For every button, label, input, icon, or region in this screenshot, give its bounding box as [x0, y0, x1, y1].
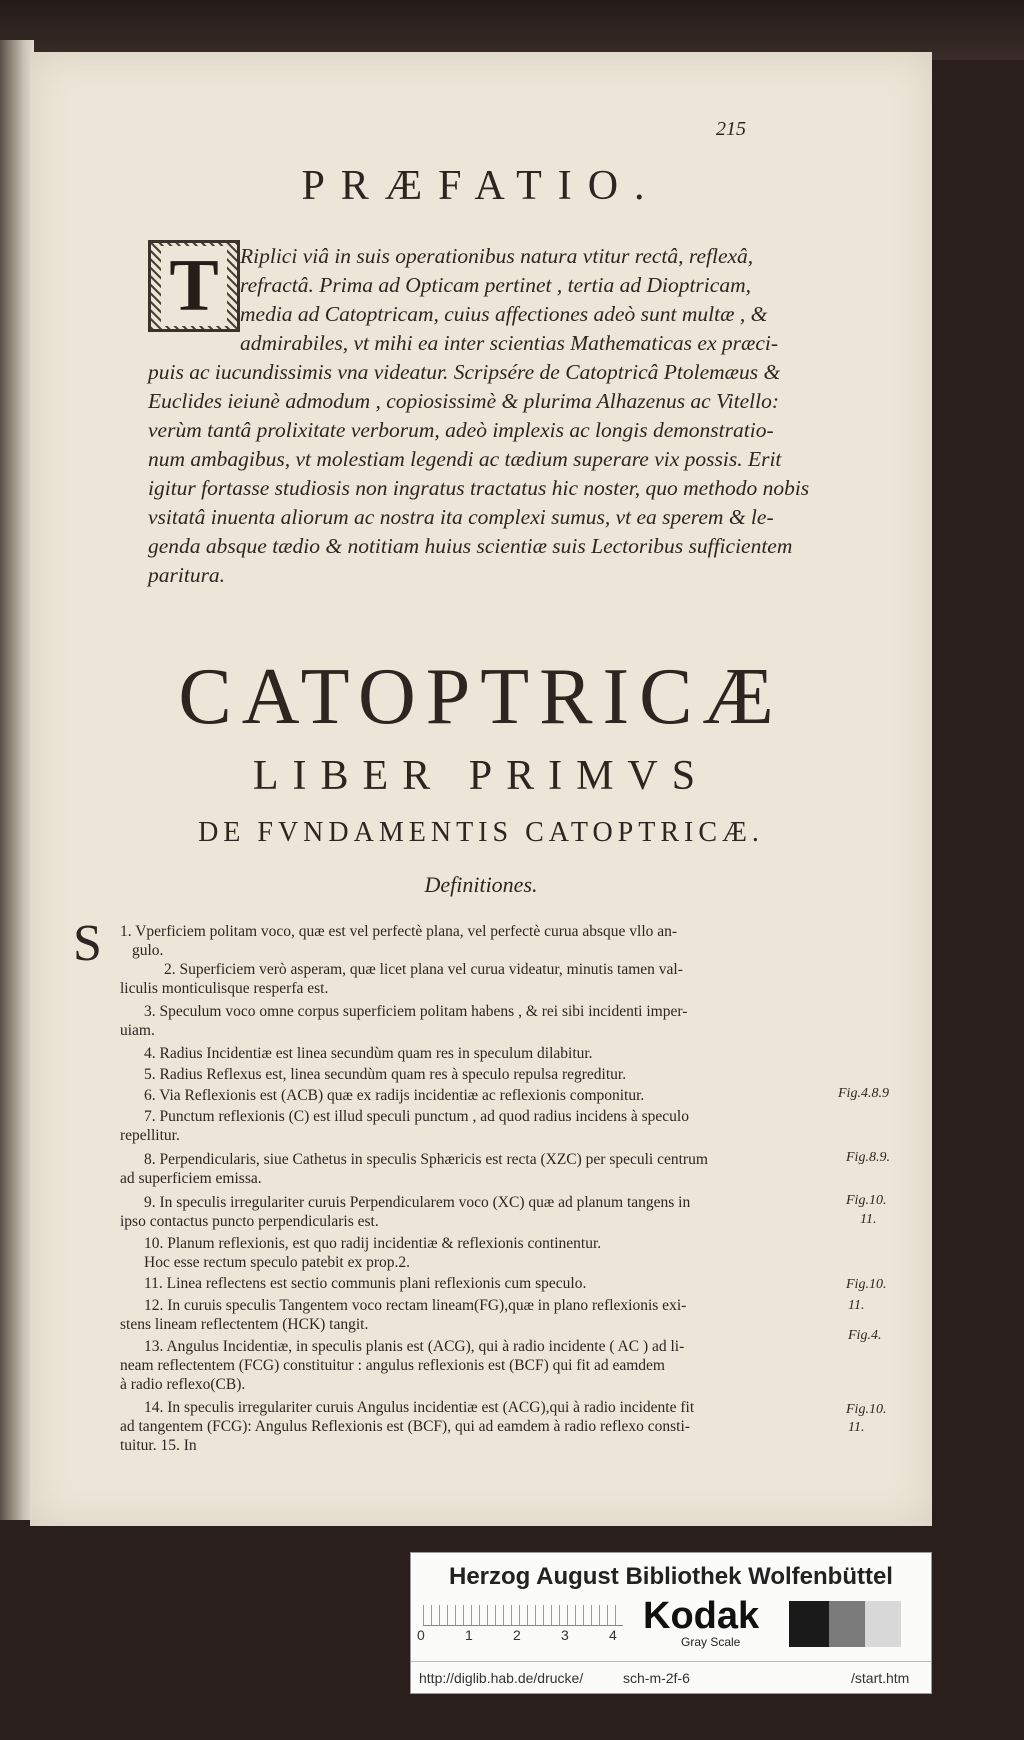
page-number: 215 — [716, 118, 746, 140]
definition-line: ad superficiem emissa. — [120, 1170, 262, 1187]
section-title: DE FVNDAMENTIS CATOPTRICÆ. — [198, 817, 764, 848]
definitions-heading: Definitiones. — [424, 872, 538, 897]
definition-line: 12. In curuis speculis Tangentem voco rectam lineam(FG),quæ in plano reflexionis exi- — [144, 1297, 687, 1314]
ruler-number: 1 — [465, 1627, 473, 1643]
drop-cap: S — [73, 915, 102, 972]
margin-note: Fig.4. — [848, 1328, 882, 1343]
margin-note: Fig.10. — [846, 1402, 887, 1417]
definition-line: uiam. — [120, 1022, 155, 1039]
gray-swatch-light — [865, 1601, 901, 1647]
preface-line: Riplici viâ in suis operationibus natura vtitur rectâ, reflexâ, — [240, 244, 754, 268]
ruler-number: 3 — [561, 1627, 569, 1643]
definition-line: 10. Planum reflexionis, est quo radij incidentiæ & reflexionis continentur. — [144, 1235, 602, 1252]
definition-line: 7. Punctum reflexionis (C) est illud speculi punctum , ad quod radius incidens à speculo — [144, 1108, 689, 1125]
preface-line: genda absque tædio & notitiam huius scientiæ suis Lectoribus sufficientem — [148, 534, 793, 558]
definition-line: 2. Superficiem verò asperam, quæ licet plana vel curua videatur, minutis tamen val- — [164, 961, 683, 978]
definition-line: 5. Radius Reflexus est, linea secundùm quam res à speculo repulsa regreditur. — [144, 1066, 627, 1083]
preface-line: media ad Catoptricam, cuius affectiones adeò sunt multæ , & — [240, 302, 768, 326]
definition-line: 8. Perpendicularis, siue Cathetus in speculis Sphæricis est recta (XZC) per speculi centrum — [144, 1151, 708, 1168]
definition-line: à radio reflexo(CB). — [120, 1376, 246, 1393]
definition-line: 1. Vperficiem politam voco, quæ est vel perfectè plana, vel perfectè curua absque vllo an- — [120, 923, 678, 940]
definition-line: gulo. — [132, 942, 164, 959]
ruler-number: 2 — [513, 1627, 521, 1643]
margin-note: Fig.10. — [846, 1277, 887, 1292]
margin-note: Fig.4.8.9 — [838, 1086, 889, 1101]
initial-letter: T — [161, 246, 226, 326]
preface-line: refractâ. Prima ad Opticam pertinet , tertia ad Dioptricam, — [240, 273, 751, 297]
definition-line: 3. Speculum voco omne corpus superficiem politam habens , & rei sibi incidenti imper- — [144, 1003, 688, 1020]
preface-line: admirabiles, vt mihi ea inter scientias Mathematicas ex præci- — [240, 331, 779, 355]
dark-background-top — [0, 0, 1024, 60]
definition-line: liculis monticulisque resperfa est. — [120, 980, 329, 997]
start-page: /start.htm — [851, 1670, 910, 1686]
ruler-number: 4 — [609, 1627, 617, 1643]
definition-line: 6. Via Reflexionis est (ACB) quæ ex radijs incidentiæ ac reflexionis componitur. — [144, 1087, 645, 1104]
preface-line: verùm tantâ prolixitate verborum, adeò implexis ac longis demonstratio- — [148, 418, 774, 442]
preface-heading: PRÆFATIO. — [301, 163, 661, 209]
definition-line: 9. In speculis irregulariter curuis Perpendicularem voco (XC) quæ ad planum tangens in — [144, 1194, 691, 1211]
margin-note: Fig.8.9. — [846, 1150, 890, 1165]
preface-line: Euclides ieiunè admodum , copiosissimè & plurima Alhazenus ac Vitello: — [148, 389, 779, 413]
preface-line: paritura. — [148, 563, 226, 587]
book-title: CATOPTRICÆ — [178, 653, 784, 741]
margin-note: 11. — [860, 1212, 877, 1227]
definition-line: ad tangentem (FCG): Angulus Reflexionis est (BCF), qui ad eamdem à radio reflexo consti- — [120, 1418, 690, 1435]
previous-page-edge — [0, 40, 34, 1520]
definition-line: Hoc esse rectum speculo patebit ex prop.2. — [144, 1254, 410, 1271]
book-subtitle: LIBER PRIMVS — [252, 753, 710, 799]
margin-note: Fig.10. — [846, 1193, 887, 1208]
definition-line: 11. Linea reflectens est sectio communis plani reflexionis cum speculo. — [144, 1275, 587, 1292]
ruler-numbers — [417, 1627, 657, 1643]
definition-line: ipso contactus puncto perpendicularis est. — [120, 1213, 379, 1230]
shelfmark: sch-m-2f-6 — [623, 1670, 690, 1686]
definition-line: 4. Radius Incidentiæ est linea secundùm quam res in speculum dilabitur. — [144, 1045, 593, 1062]
definition-line: 14. In speculis irregulariter curuis Angulus incidentiæ est (ACG),qui à radio incidente fit — [144, 1399, 695, 1416]
definition-line: 13. Angulus Incidentiæ, in speculis planis est (ACG), qui à radio incidente ( AC ) ad li- — [144, 1338, 685, 1355]
definition-line: tuitur. 15. In — [120, 1437, 197, 1454]
book-page — [30, 52, 932, 1526]
library-label-card — [410, 1552, 932, 1694]
url-row — [411, 1661, 931, 1694]
margin-note: 11. — [848, 1298, 865, 1313]
preface-line: puis ac iucundissimis vna videatur. Scripsére de Catoptricâ Ptolemæus & — [148, 360, 781, 384]
gray-swatch-mid — [829, 1601, 865, 1647]
definition-line: repellitur. — [120, 1127, 180, 1144]
library-name: Herzog August Bibliothek Wolfenbüttel — [449, 1563, 893, 1590]
kodak-logo: Kodak — [643, 1595, 760, 1637]
ruler-number: 0 — [417, 1627, 425, 1643]
preface-line: vsitatâ inuenta aliorum ac nostra ita complexi sumus, vt ea sperem & le- — [148, 505, 774, 529]
gray-scale-label: Gray Scale — [681, 1635, 741, 1649]
decorated-initial — [148, 240, 240, 332]
scale-ruler — [423, 1605, 623, 1626]
digital-library-url: http://diglib.hab.de/drucke/ — [419, 1670, 584, 1686]
preface-line: igitur fortasse studiosis non ingratus tractatus hic noster, quo methodo nobis — [148, 476, 810, 500]
margin-note: 11. — [848, 1420, 865, 1435]
definition-line: stens lineam reflectentem (HCK) tangit. — [120, 1316, 369, 1333]
gray-swatch-black — [789, 1601, 829, 1647]
definition-line: neam reflectentem (FCG) constituitur : angulus reflexionis est (BCF) qui fit ad eamdem — [120, 1357, 665, 1374]
preface-line: num ambagibus, vt molestiam legendi ac tædium superare vix possis. Erit — [148, 447, 782, 471]
